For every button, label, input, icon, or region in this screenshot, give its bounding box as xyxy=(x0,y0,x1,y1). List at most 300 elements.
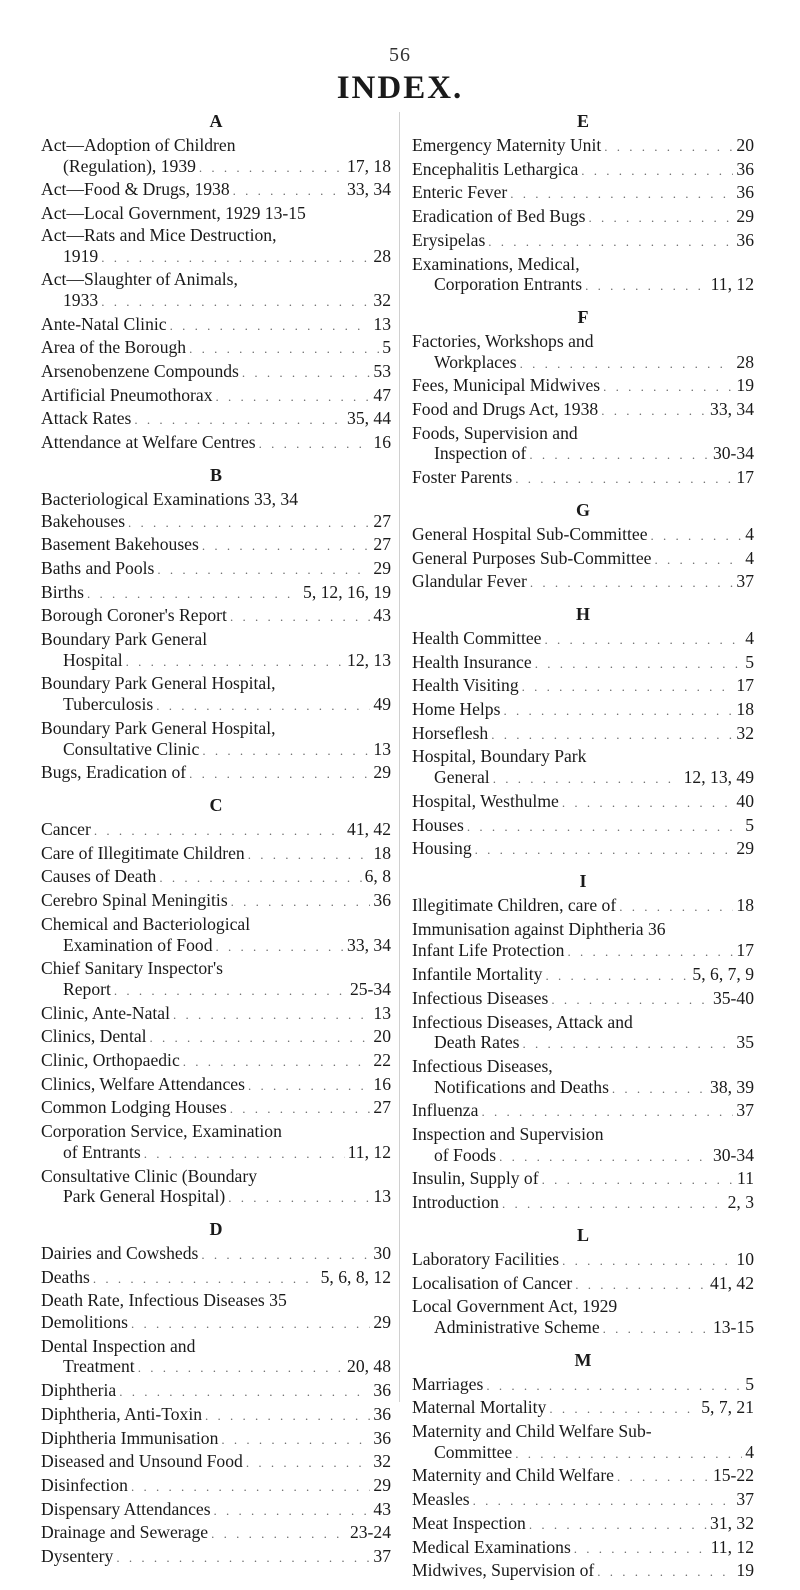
index-entry-line xyxy=(41,1404,391,1427)
dot-leader xyxy=(551,990,710,1011)
index-entry-line xyxy=(412,767,754,790)
index-entry-line xyxy=(41,673,391,694)
index-page-numbers: 2, 3 xyxy=(727,1192,754,1213)
index-page-numbers: 36 xyxy=(373,1403,391,1424)
index-entry xyxy=(412,940,754,963)
index-term: Meat Inspection xyxy=(412,1512,526,1533)
index-term: Medical Examinations xyxy=(412,1536,571,1557)
dot-leader xyxy=(493,769,681,790)
index-page-numbers: 37 xyxy=(736,1100,754,1121)
index-page-numbers: 13-15 xyxy=(712,1316,754,1337)
index-entry xyxy=(412,548,754,571)
index-entry-line xyxy=(41,629,391,650)
index-entry-line xyxy=(41,1097,391,1120)
index-entry xyxy=(412,1273,754,1296)
index-entry-line xyxy=(412,675,754,698)
dot-leader xyxy=(230,1099,371,1120)
index-entry-line xyxy=(412,1317,754,1340)
dot-leader xyxy=(173,1005,370,1026)
index-term: 1933 xyxy=(63,289,99,310)
index-term: Infectious Diseases, xyxy=(412,1055,553,1076)
dot-leader xyxy=(201,1245,370,1266)
index-entry xyxy=(412,423,754,466)
dot-leader xyxy=(216,937,344,958)
dot-leader xyxy=(486,1376,742,1397)
index-entry xyxy=(412,988,754,1011)
index-entry-line xyxy=(41,1522,391,1545)
dot-leader xyxy=(228,1188,370,1209)
index-entry-line xyxy=(41,1499,391,1522)
index-entry-line xyxy=(41,1026,391,1049)
index-page-numbers: 5 xyxy=(745,1373,754,1394)
index-page-numbers: 13 xyxy=(373,1186,391,1207)
index-entry-line xyxy=(412,1124,754,1145)
dot-leader xyxy=(545,966,689,987)
index-entry xyxy=(412,628,754,651)
dot-leader xyxy=(520,354,734,375)
index-entry xyxy=(412,675,754,698)
index-term: Factories, Workshops and xyxy=(412,330,594,351)
index-term: Diphtheria, Anti-Toxin xyxy=(41,1403,202,1424)
index-entry-line xyxy=(412,274,754,297)
index-entry-line xyxy=(412,159,754,182)
dot-leader xyxy=(134,410,344,431)
index-entry-line xyxy=(41,1050,391,1073)
index-page-numbers: 27 xyxy=(373,534,391,555)
index-entry xyxy=(41,958,391,1001)
index-entry xyxy=(412,746,754,789)
dot-leader xyxy=(116,1548,370,1569)
index-entry-line xyxy=(41,432,391,455)
index-entry-line xyxy=(41,156,391,179)
index-entry-line xyxy=(412,423,754,444)
index-entry xyxy=(41,1267,391,1290)
dot-leader xyxy=(651,526,743,547)
index-page-numbers: 13 xyxy=(373,313,391,334)
index-page-numbers: 41, 42 xyxy=(710,1272,754,1293)
dot-leader xyxy=(144,1144,345,1165)
index-term: Infant Life Protection xyxy=(412,940,565,961)
index-entry xyxy=(41,1166,391,1209)
dot-leader xyxy=(562,1251,733,1272)
index-page-numbers: 25-34 xyxy=(349,978,391,999)
index-entry-line xyxy=(41,1166,391,1187)
dot-leader xyxy=(530,573,734,594)
index-term: Death Rate, Infectious Diseases 35 xyxy=(41,1290,287,1311)
dot-leader xyxy=(619,897,733,918)
index-page-numbers: 32 xyxy=(373,289,391,310)
dot-leader xyxy=(467,817,742,838)
dot-leader xyxy=(221,1430,370,1451)
index-entry-line xyxy=(412,988,754,1011)
index-entry-line xyxy=(412,895,754,918)
index-entry-line xyxy=(41,762,391,785)
index-term: Attendance at Welfare Centres xyxy=(41,432,256,453)
index-entry-line xyxy=(41,314,391,337)
index-entry xyxy=(412,375,754,398)
index-term: Common Lodging Houses xyxy=(41,1097,227,1118)
index-entry-line xyxy=(41,650,391,673)
index-page-numbers: 19 xyxy=(736,1560,754,1581)
dot-leader xyxy=(94,821,344,842)
index-entry xyxy=(41,1428,391,1451)
index-term: Localisation of Cancer xyxy=(412,1272,573,1293)
index-page-numbers: 12, 13 xyxy=(347,649,391,670)
index-entry xyxy=(412,895,754,918)
index-term: Clinic, Ante-Natal xyxy=(41,1002,170,1023)
index-entry-line xyxy=(412,1056,754,1077)
index-entry-line xyxy=(412,1397,754,1420)
index-entry xyxy=(41,408,391,431)
dot-leader xyxy=(617,1467,710,1488)
index-entry xyxy=(412,838,754,861)
dot-leader xyxy=(101,292,370,313)
index-term: Treatment xyxy=(63,1356,135,1377)
index-term: Influenza xyxy=(412,1100,479,1121)
index-page-numbers: 36 xyxy=(736,158,754,179)
index-entry-line xyxy=(41,1475,391,1498)
section-letter-g: G xyxy=(575,499,590,520)
index-entry xyxy=(41,314,391,337)
index-entry xyxy=(412,399,754,422)
index-entry xyxy=(412,1192,754,1215)
index-page-numbers: 4 xyxy=(745,1441,754,1462)
index-term: Act—Slaughter of Animals, xyxy=(41,269,238,290)
index-page-numbers: 4 xyxy=(745,523,754,544)
index-page-numbers: 11, 12 xyxy=(710,274,754,295)
dot-leader xyxy=(603,377,733,398)
index-term: Basement Bakehouses xyxy=(41,534,199,555)
index-term: Maternity and Child Welfare xyxy=(412,1465,614,1486)
index-entry-line xyxy=(412,1100,754,1123)
index-term: Attack Rates xyxy=(41,408,132,429)
index-entry-line xyxy=(41,819,391,842)
index-entry-line xyxy=(412,1421,754,1442)
dot-leader xyxy=(515,1444,742,1465)
index-term: Boundary Park General xyxy=(41,629,208,650)
index-entry xyxy=(41,1026,391,1049)
index-term: Local Government Act, 1929 xyxy=(412,1296,618,1317)
index-page-numbers: 27 xyxy=(373,1097,391,1118)
index-entry xyxy=(41,203,391,224)
index-entry-line xyxy=(41,582,391,605)
index-entry-line xyxy=(41,694,391,717)
index-page-numbers: 36 xyxy=(736,229,754,250)
index-entry-line xyxy=(41,958,391,979)
dot-leader xyxy=(214,1501,371,1522)
dot-leader xyxy=(205,1406,370,1427)
index-entry xyxy=(41,432,391,455)
index-term: Committee xyxy=(434,1441,513,1462)
index-entry-line xyxy=(412,1513,754,1536)
index-entry-line xyxy=(412,699,754,722)
index-entry xyxy=(41,605,391,628)
index-page-numbers: 37 xyxy=(373,1546,391,1567)
index-page-numbers: 4 xyxy=(745,627,754,648)
index-entry xyxy=(412,791,754,814)
dot-leader xyxy=(131,1314,370,1335)
dot-leader xyxy=(156,696,370,717)
index-entry xyxy=(412,1421,754,1464)
column-divider xyxy=(399,112,400,1402)
index-page-numbers: 35-40 xyxy=(712,987,754,1008)
index-entry xyxy=(41,582,391,605)
index-term: Horseflesh xyxy=(412,722,489,743)
index-entry-line xyxy=(412,652,754,675)
index-term: Enteric Fever xyxy=(412,182,508,203)
index-entry xyxy=(412,571,754,594)
index-entry xyxy=(412,1465,754,1488)
index-page-numbers: 49 xyxy=(373,694,391,715)
index-term: (Regulation), 1939 xyxy=(63,155,196,176)
dot-leader xyxy=(170,316,371,337)
index-term: Cerebro Spinal Meningitis xyxy=(41,890,228,911)
index-term: Health Committee xyxy=(412,627,542,648)
index-entry xyxy=(412,331,754,374)
index-term: Dairies and Cowsheds xyxy=(41,1242,199,1263)
section-letter-l: L xyxy=(576,1224,589,1245)
index-term: Boundary Park General Hospital, xyxy=(41,673,276,694)
index-page-numbers: 29 xyxy=(373,1474,391,1495)
index-term: Diphtheria xyxy=(41,1380,117,1401)
index-entry xyxy=(41,673,391,716)
index-entry xyxy=(41,1003,391,1026)
dot-leader xyxy=(128,513,370,534)
dot-leader xyxy=(574,1539,708,1560)
index-entry-line xyxy=(41,935,391,958)
index-term: Park General Hospital) xyxy=(63,1186,226,1207)
index-entry xyxy=(412,1124,754,1167)
index-entry-line xyxy=(412,723,754,746)
index-entry-line xyxy=(412,135,754,158)
index-term: Insulin, Supply of xyxy=(412,1168,539,1189)
index-entry xyxy=(41,890,391,913)
index-page-numbers: 5 xyxy=(745,814,754,835)
index-entry-line xyxy=(412,331,754,352)
index-entry xyxy=(412,1397,754,1420)
index-entry-line xyxy=(412,230,754,253)
index-page-numbers: 47 xyxy=(373,384,391,405)
section-letter-h: H xyxy=(575,603,590,624)
index-page-numbers: 30 xyxy=(373,1242,391,1263)
index-entry xyxy=(412,1296,754,1339)
index-entry-line xyxy=(41,1290,391,1311)
index-term: Act—Rats and Mice Destruction, xyxy=(41,224,277,245)
index-entry-line xyxy=(41,489,391,510)
index-page-numbers: 11, 12 xyxy=(710,1536,754,1557)
index-entry-line xyxy=(412,1077,754,1100)
index-term: Arsenobenzene Compounds xyxy=(41,361,239,382)
index-term: Illegitimate Children, care of xyxy=(412,894,617,915)
index-page-numbers: 33, 34 xyxy=(347,179,391,200)
index-entry xyxy=(41,337,391,360)
index-term: General Hospital Sub-Committee xyxy=(412,523,648,544)
index-entry-line xyxy=(41,1142,391,1165)
index-term: Workplaces xyxy=(434,351,517,372)
index-page-numbers: 18 xyxy=(373,842,391,863)
index-term: Dental Inspection and xyxy=(41,1335,196,1356)
index-page-numbers: 17, 18 xyxy=(347,155,391,176)
index-page-numbers: 11 xyxy=(737,1168,754,1189)
index-term: Cancer xyxy=(41,818,91,839)
index-page-numbers: 32 xyxy=(373,1451,391,1472)
index-term: Examinations, Medical, xyxy=(412,253,580,274)
dot-leader xyxy=(581,161,733,182)
index-entry-line xyxy=(412,1489,754,1512)
index-entry xyxy=(41,489,391,510)
index-entry-line xyxy=(41,246,391,269)
index-entry xyxy=(412,135,754,158)
index-entry-line xyxy=(412,1537,754,1560)
dot-leader xyxy=(119,1382,370,1403)
index-entry-line xyxy=(41,739,391,762)
dot-leader xyxy=(585,276,708,297)
index-entry xyxy=(41,1546,391,1569)
index-page-numbers: 11, 12 xyxy=(347,1141,391,1162)
index-term: Chief Sanitary Inspector's xyxy=(41,958,223,979)
index-page-numbers: 29 xyxy=(373,1312,391,1333)
index-entry-line xyxy=(41,1428,391,1451)
dot-leader xyxy=(248,845,371,866)
index-page-numbers: 16 xyxy=(373,432,391,453)
dot-leader xyxy=(114,981,347,1002)
index-entry-line xyxy=(412,254,754,275)
index-entry-line xyxy=(412,1145,754,1168)
section-letter-b: B xyxy=(209,464,222,485)
index-term: Corporation Service, Examination xyxy=(41,1121,282,1142)
dot-leader xyxy=(202,741,370,762)
index-page-numbers: 35 xyxy=(736,1032,754,1053)
index-entry xyxy=(41,762,391,785)
dot-leader xyxy=(131,1477,370,1498)
index-term: Housing xyxy=(412,838,472,859)
index-entry-line xyxy=(41,1121,391,1142)
index-entry xyxy=(41,843,391,866)
index-term: Maternal Mortality xyxy=(412,1397,547,1418)
index-term: Consultative Clinic (Boundary xyxy=(41,1165,257,1186)
dot-leader xyxy=(189,339,379,360)
index-page-numbers: 5 xyxy=(745,651,754,672)
index-entry-line xyxy=(41,914,391,935)
index-term: Clinics, Dental xyxy=(41,1026,147,1047)
index-entry-line xyxy=(412,1442,754,1465)
index-term: Hospital xyxy=(63,649,123,670)
index-entry xyxy=(41,1074,391,1097)
index-page-numbers: 40 xyxy=(736,790,754,811)
index-term: Dispensary Attendances xyxy=(41,1498,211,1519)
index-term: Food and Drugs Act, 1938 xyxy=(412,399,599,420)
index-term: Glandular Fever xyxy=(412,571,527,592)
index-page-numbers: 27 xyxy=(373,510,391,531)
dot-leader xyxy=(183,1052,371,1073)
index-entry xyxy=(41,361,391,384)
index-entry xyxy=(41,819,391,842)
index-entry xyxy=(412,1168,754,1191)
index-entry xyxy=(412,919,754,940)
index-entry-line xyxy=(412,1032,754,1055)
index-term: Demolitions xyxy=(41,1312,128,1333)
index-entry-line xyxy=(41,269,391,290)
index-page-numbers: 12, 13, 49 xyxy=(683,767,754,788)
index-term: Administrative Scheme xyxy=(434,1316,600,1337)
index-term: Chemical and Bacteriological xyxy=(41,913,251,934)
index-page-numbers: 18 xyxy=(736,699,754,720)
dot-leader xyxy=(488,232,733,253)
dot-leader xyxy=(523,1034,734,1055)
dot-leader xyxy=(510,184,733,205)
index-entry-line xyxy=(41,1356,391,1379)
index-page-numbers: 38, 39 xyxy=(710,1076,754,1097)
index-entry xyxy=(412,1537,754,1560)
index-term: Foster Parents xyxy=(412,467,513,488)
index-term: Act—Local Government, 1929 13-15 xyxy=(41,203,306,224)
index-column-left xyxy=(41,108,391,1576)
index-entry-line xyxy=(41,890,391,913)
index-entry xyxy=(41,1499,391,1522)
section-letter-d: D xyxy=(209,1218,223,1239)
dot-leader xyxy=(544,630,742,651)
index-entry-line xyxy=(412,1249,754,1272)
index-term: Corporation Entrants xyxy=(434,274,583,295)
dot-leader xyxy=(101,248,370,269)
index-entry-line xyxy=(41,534,391,557)
index-page-numbers: 13 xyxy=(373,738,391,759)
index-entry-line xyxy=(412,467,754,490)
index-page-numbers: 43 xyxy=(373,605,391,626)
dot-leader xyxy=(499,1147,710,1168)
dot-leader xyxy=(529,1515,707,1536)
index-term: Introduction xyxy=(412,1192,499,1213)
index-entry-line xyxy=(412,1168,754,1191)
index-page-numbers: 20 xyxy=(736,135,754,155)
dot-leader xyxy=(233,181,344,202)
index-page-numbers: 28 xyxy=(373,245,391,266)
index-entry xyxy=(41,1312,391,1335)
dot-leader xyxy=(588,208,733,229)
section-letter-e: E xyxy=(576,111,589,131)
index-term: Clinic, Orthopaedic xyxy=(41,1050,180,1071)
dot-leader xyxy=(502,1194,725,1215)
index-page-numbers: 5, 12, 16, 19 xyxy=(303,581,391,602)
index-entry-line xyxy=(412,548,754,571)
index-entry-line xyxy=(41,718,391,739)
index-term: Diseased and Unsound Food xyxy=(41,1451,243,1472)
index-entry xyxy=(412,815,754,838)
index-entry xyxy=(412,1249,754,1272)
dot-leader xyxy=(473,1491,734,1512)
index-page-numbers: 5, 7, 21 xyxy=(701,1397,754,1418)
index-term: Dysentery xyxy=(41,1546,114,1567)
index-term: Borough Coroner's Report xyxy=(41,605,227,626)
index-page-numbers: 53 xyxy=(373,361,391,382)
index-page-numbers: 10 xyxy=(736,1248,754,1269)
index-page-numbers: 37 xyxy=(736,1489,754,1510)
index-page-numbers: 30-34 xyxy=(712,1144,754,1165)
index-page-numbers: 19 xyxy=(736,375,754,396)
index-term: Hospital, Westhulme xyxy=(412,790,559,811)
index-term: Infantile Mortality xyxy=(412,964,543,985)
index-entry-line xyxy=(41,979,391,1002)
index-page-numbers: 41, 42 xyxy=(347,818,391,839)
index-page-numbers: 22 xyxy=(373,1050,391,1071)
index-entry-line xyxy=(41,225,391,246)
index-term: Infectious Diseases xyxy=(412,987,549,1008)
index-entry-line xyxy=(412,443,754,466)
index-entry-line xyxy=(41,1546,391,1569)
index-page-numbers: 5, 6, 8, 12 xyxy=(320,1266,391,1287)
index-term: Care of Illegitimate Children xyxy=(41,842,245,863)
index-term: Births xyxy=(41,581,85,602)
